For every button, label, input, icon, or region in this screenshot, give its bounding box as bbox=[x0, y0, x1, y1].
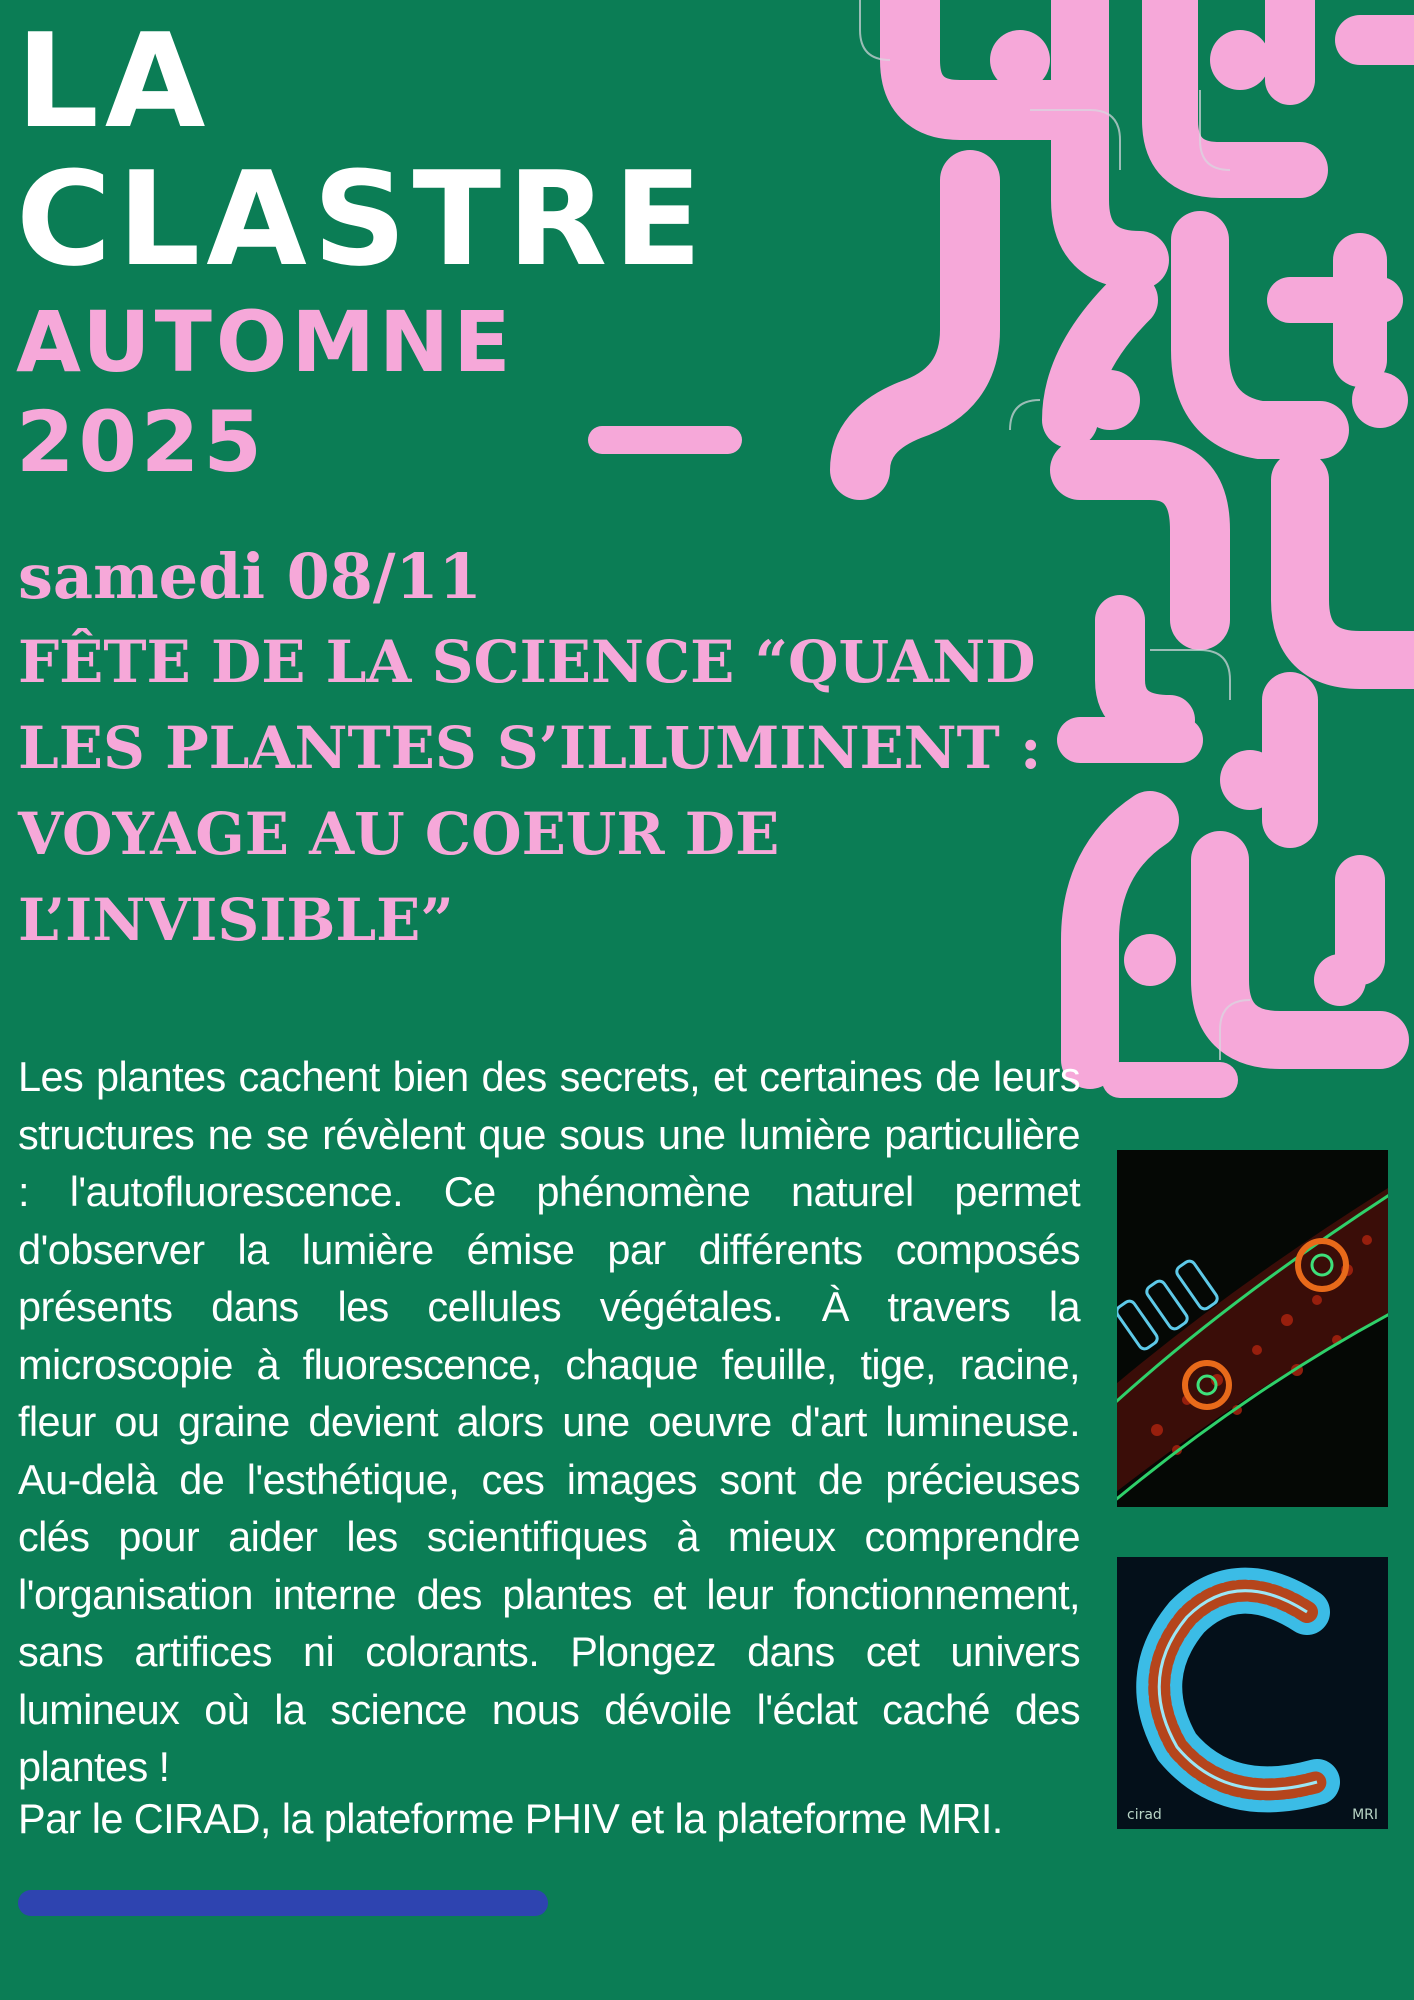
venue-title-line1: LA bbox=[16, 5, 212, 157]
season-line2: 2025 bbox=[16, 393, 266, 491]
event-heading bbox=[18, 535, 1078, 963]
microscopy-photo-leaf bbox=[1117, 1557, 1388, 1829]
pink-dash-divider bbox=[588, 426, 742, 454]
blue-divider-bar bbox=[18, 1890, 548, 1916]
venue-title bbox=[16, 5, 709, 295]
season-line1: AUTOMNE bbox=[16, 293, 515, 391]
event-title: FÊTE DE LA SCIENCE “QUAND LES PLANTES S’ILLUMINENT : VOYAGE AU COEUR DE L’INVISIBLE” bbox=[18, 628, 1042, 954]
mri-logo: MRI bbox=[1352, 1807, 1378, 1823]
microscopy-photo-stem bbox=[1117, 1150, 1388, 1507]
event-date: samedi 08/11 bbox=[18, 540, 482, 613]
cirad-logo: cirad bbox=[1127, 1807, 1162, 1823]
venue-title-line2: CLASTRE bbox=[16, 143, 709, 295]
event-credits: Par le CIRAD, la plateforme PHIV et la plateforme MRI. bbox=[18, 1795, 1003, 1842]
season-title bbox=[16, 292, 515, 492]
event-description: Les plantes cachent bien des secrets, et certaines de leurs structures ne se révèlent que sous une lumière particulière : l'autofluorescence. Ce phénomène naturel permet d'observer la lumière émise par différents composés présents dans les cellules végétales. À travers la microscopie à fluorescence, chaque feuille, tige, racine, fleur ou graine devient alors une oeuvre d'art lumineuse. Au-delà de l'esthétique, ces images sont de précieuses clés pour aider les scientifiques à mieux comprendre l'organisation interne des plantes et leur fonctionnement, sans artifices ni colorants. Plongez dans cet univers lumineux où la science nous dévoile l'éclat caché des plantes ! bbox=[18, 1053, 1080, 1790]
partner-logos bbox=[1123, 1803, 1382, 1825]
